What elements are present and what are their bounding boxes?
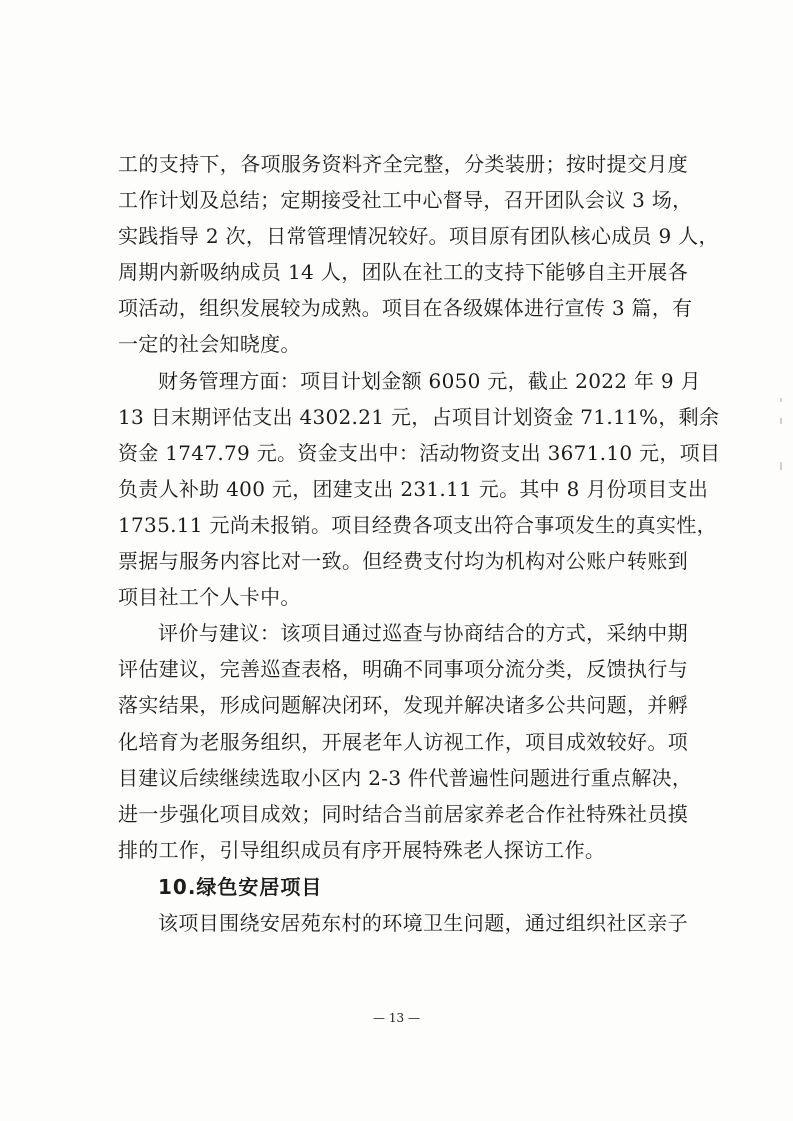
text-line: 排的工作，引导组织成员有序开展特殊老人探访工作。 (118, 837, 606, 862)
text-line: 13 日末期评估支出 4302.21 元，占项目计划资金 71.11%，剩余 (118, 404, 720, 429)
text-line: 评估建议，完善巡查表格，明确不同事项分流分类，反馈执行与 (118, 657, 688, 682)
text-line: 票据与服务内容比对一致。但经费支付均为机构对公账户转账到 (118, 549, 688, 574)
text-line: 财务管理方面：项目计划金额 6050 元，截止 2022 年 9 月 (158, 368, 701, 393)
scan-edge-mark (780, 418, 782, 424)
text-line: 进一步强化项目成效；同时结合当前居家养老合作社特殊社员摸 (118, 801, 688, 826)
text-line: 实践指导 2 次，日常管理情况较好。项目原有团队核心成员 9 人， (118, 224, 719, 249)
body-text (118, 146, 721, 868)
body-text (118, 905, 688, 941)
text-line: 项活动，组织发展较为成熟。项目在各级媒体进行宣传 3 篇，有 (118, 296, 693, 321)
scan-edge-mark (780, 398, 782, 402)
text-line: 一定的社会知晓度。 (118, 332, 301, 357)
page-number: — 13 — (373, 1011, 420, 1025)
scan-edge-mark (780, 462, 782, 470)
text-line: 工的支持下，各项服务资料齐全完整，分类装册；按时提交月度 (118, 152, 688, 176)
text-line: 该项目围绕安居苑东村的环境卫生问题，通过组织社区亲子 (158, 911, 688, 935)
text-line: 项目社工个人卡中。 (118, 585, 301, 610)
text-line: 资金 1747.79 元。资金支出中：活动物资支出 3671.10 元，项目 (118, 440, 721, 465)
text-line: 评价与建议：该项目通过巡查与协商结合的方式，采纳中期 (158, 621, 688, 646)
text-line: 1735.11 元尚未报销。项目经费各项支出符合事项发生的真实性， (118, 512, 717, 537)
text-line: 工作计划及总结；定期接受社工中心督导，召开团队会议 3 场， (118, 188, 693, 213)
text-line: 负责人补助 400 元，团建支出 231.11 元。其中 8 月份项目支出 (118, 476, 709, 501)
text-line: 落实结果，形成问题解决闭环，发现并解决诸多公共问题，并孵 (118, 693, 688, 718)
text-line: 周期内新吸纳成员 14 人，团队在社工的支持下能够自主开展各 (118, 260, 688, 285)
section-heading: 10.绿色安居项目 (158, 875, 323, 899)
text-line: 目建议后续继续选取小区内 2-3 件代普遍性问题进行重点解决， (118, 765, 693, 790)
text-line: 化培育为老服务组织，开展老年人访视工作，项目成效较好。项 (118, 729, 688, 754)
